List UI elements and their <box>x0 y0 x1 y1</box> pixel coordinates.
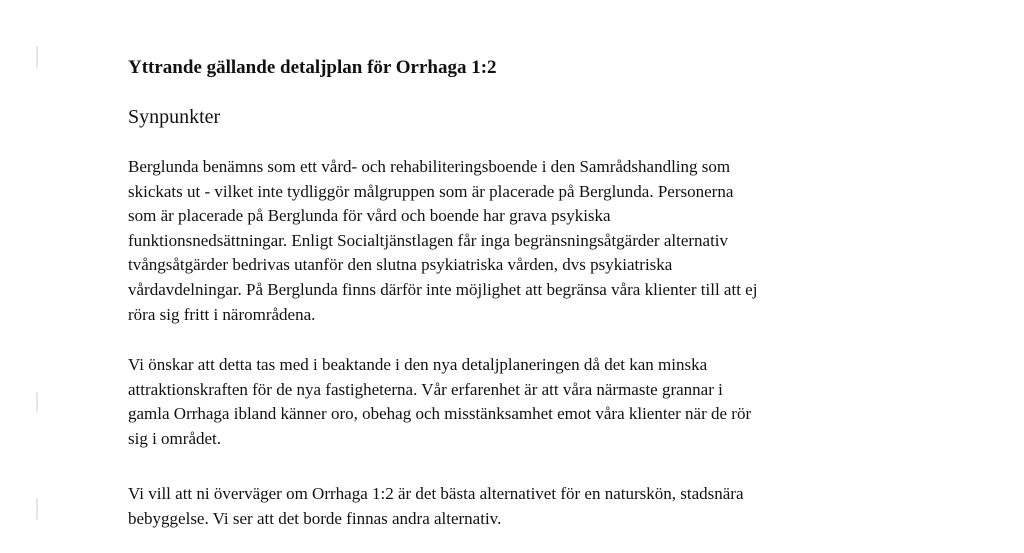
paragraph-line: sig i området. <box>128 428 222 448</box>
paragraph-line: skickats ut - vilket inte tydliggör målgruppen som är placerade på Berglunda. Personerna <box>128 181 734 201</box>
paragraph-line: funktionsnedsättningar. Enligt Socialtjänstlagen får inga begränsningsåtgärder alternativ <box>128 230 729 250</box>
paragraph-line: som är placerade på Berglunda för vård och boende har grava psykiska <box>128 206 611 226</box>
scan-margin-mark <box>36 46 38 68</box>
paragraph-line: bebyggelse. Vi ser att det borde finnas andra alternativ. <box>128 508 502 528</box>
paragraph-line: tvångsåtgärder bedrivas utanför den slutna psykiatriska vården, dvs psykiatriska <box>128 255 673 275</box>
paragraph-line: Vi önskar att detta tas med i beaktande i den nya detaljplaneringen då det kan minska <box>128 355 708 374</box>
paragraph-2 <box>128 353 848 451</box>
paragraph-line: Berglunda benämns som ett vård- och rehabiliteringsboende i den Samrådshandling som <box>128 157 731 176</box>
paragraph-line: gamla Orrhaga ibland känner oro, obehag och misstänksamhet emot våra klienter när de rör <box>128 404 752 424</box>
scan-margin-mark <box>36 498 38 520</box>
paragraph-1 <box>128 155 848 327</box>
paragraph-line: Vi vill att ni överväger om Orrhaga 1:2 är det bästa alternativet för en naturskön, stadsnära <box>128 484 744 503</box>
paragraph-line: vårdavdelningar. På Berglunda finns därför inte möjlighet att begränsa våra klienter till att ej <box>128 279 758 299</box>
paragraph-line: röra sig fritt i närområdena. <box>128 304 316 324</box>
paragraph-line: attraktionskraften för de nya fastigheterna. Vår erfarenhet är att våra närmaste grannar i <box>128 379 723 399</box>
scan-margin-mark <box>36 392 38 412</box>
document-title: Yttrande gällande detaljplan för Orrhaga 1:2 <box>128 57 497 78</box>
section-heading: Synpunkter <box>128 106 221 128</box>
paragraph-3 <box>128 482 848 531</box>
